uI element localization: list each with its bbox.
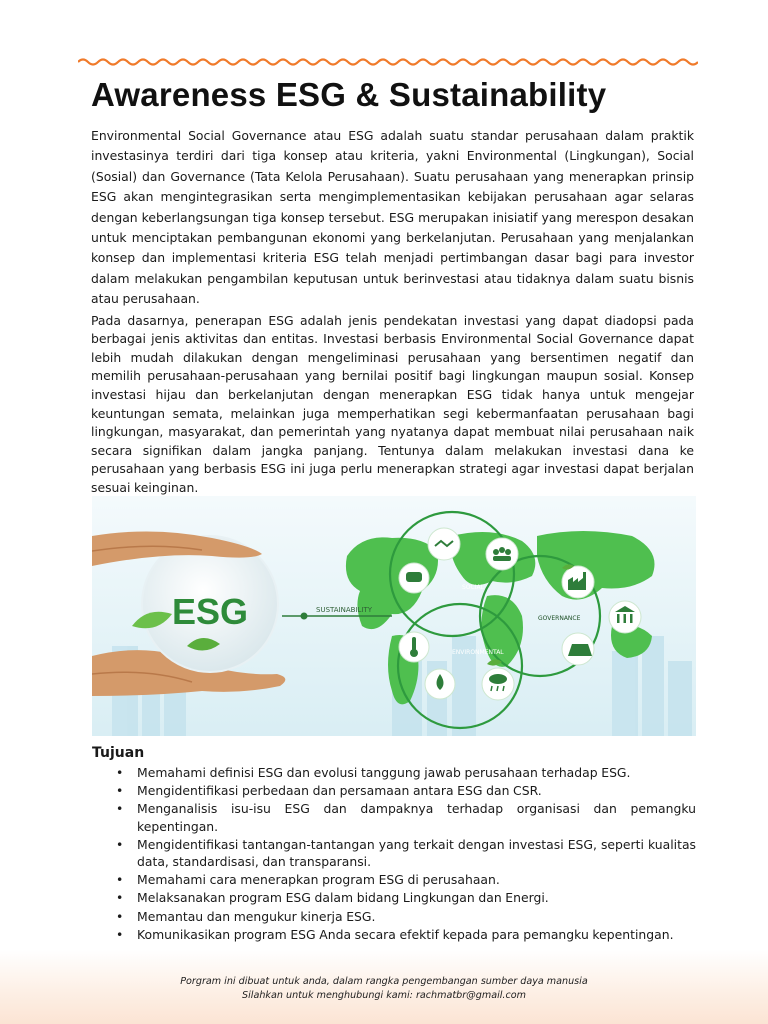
list-item: • Menganalisis isu-isu ESG dan dampaknya terhadap organisasi dan pemangku kepentingan. (116, 801, 696, 834)
speech-bubble-icon (399, 563, 429, 593)
objectives-section (92, 744, 696, 944)
paragraph-definition: Environmental Social Governance atau ESG adalah suatu standar perusahaan dalam praktik investasinya terdiri dari tiga konsep atau kriteria, yakni Environmental (Lingkungan), Social (Sosial) dan Governance (Tata Kelola Perusahaan). Suatu perusahaan yang menerapkan prinsip ESG akan mengintegrasikan serta mengimplementasikan kebijakan perusahaan agar selaras dengan keberlangsungan tiga konsep tersebut. ESG merupakan inisiatif yang merespon desakan untuk menciptakan pembangunan ekonomi yang berkelanjutan. Perusahaan yang menjalankan konsep dan implementasi kriteria ESG telah menjadi pertimbangan dasar bagi para investor dalam melakukan pengambilan keputusan untuk berinvestasi atau tidaknya dalam suatu bisnis atau perusahaan. (91, 128, 694, 307)
list-item: • Mengidentifikasi perbedaan dan persamaan antara ESG dan CSR. (116, 783, 542, 799)
bullet-icon: • (116, 765, 124, 780)
esg-logo-text: ESG (171, 591, 249, 632)
footer (0, 975, 768, 1003)
list-item: • Memantau dan mengukur kinerja ESG. (116, 908, 376, 924)
sustainability-label: SUSTAINABILITY (316, 606, 373, 614)
factory-icon (562, 566, 594, 598)
list-item: • Melaksanakan program ESG dalam bidang Lingkungan dan Energi. (116, 890, 549, 906)
bullet-icon: • (116, 908, 124, 924)
objectives-heading: Tujuan (92, 745, 145, 761)
governance-label: GOVERNANCE (538, 615, 581, 622)
objectives-list (92, 764, 696, 943)
footer-line-1: Porgram ini dibuat untuk anda, dalam rangka pengembangan sumber daya manusia (180, 976, 588, 987)
esg-illustration-svg (92, 496, 696, 736)
list-item: • Mengidentifikasi tantangan-tantangan yang terkait dengan investasi ESG, seperti kualitas data, standardisasi, dan transparansi. (116, 836, 696, 870)
document-body (91, 72, 694, 498)
people-group-icon (486, 538, 518, 570)
bullet-icon: • (116, 836, 124, 852)
solar-panel-icon (562, 633, 594, 665)
bullet-icon: • (116, 926, 124, 942)
rain-cloud-icon (482, 668, 514, 700)
social-label: SOCIAL (462, 584, 484, 591)
water-drop-icon (425, 669, 455, 699)
environmental-label: ENVIRONMENTAL (452, 649, 504, 656)
bullet-icon: • (116, 801, 124, 817)
list-item: • Komunikasikan program ESG Anda secara efektif kepada para pemangku kepentingan. (116, 926, 674, 942)
top-wave-divider (78, 56, 698, 68)
bullet-icon: • (116, 783, 124, 799)
list-item: • Memahami definisi ESG dan evolusi tanggung jawab perusahaan terhadap ESG. (116, 765, 631, 780)
bullet-icon: • (116, 872, 124, 888)
bullet-icon: • (116, 890, 124, 906)
list-item: • Memahami cara menerapkan program ESG di perusahaan. (116, 872, 500, 888)
thermometer-icon (399, 632, 429, 662)
footer-contact-line: Silahkan untuk menghubungi kami: rachmatbr@gmail.com (242, 990, 526, 1001)
paragraph-approach: Pada dasarnya, penerapan ESG adalah jenis pendekatan investasi yang dapat diadopsi pada berbagai jenis aktivitas dan entitas. Investasi berbasis Environmental Social Governance dapat lebih mudah dilakukan dengan mengeliminasi perusahaan yang bersentimen negatif dan memilih perusahaan-perusahaan yang bernilai positif bagi lingkungan maupun sosial. Konsep investasi hijau dan berkelanjutan dengan menerapkan ESG tidak hanya untuk mengejar keuntungan semata, melainkan juga memperhatikan segi kebermanfaatan perusahaan bagi lingkungan, masyarakat, dan pemerintah yang nyatanya dapat membuat nilai perusahaan naik secara signifikan dalam jangka panjang. Tentunya dalam melakukan investasi dana ke perusahaan yang berbasis ESG ini juga perlu menerapkan strategi agar investasi dapat berjalan sesuai keinginan. (91, 312, 694, 495)
bank-building-icon (609, 601, 641, 633)
page-title: Awareness ESG & Sustainability (91, 76, 607, 113)
esg-illustration (92, 496, 696, 736)
handshake-icon (428, 528, 460, 560)
